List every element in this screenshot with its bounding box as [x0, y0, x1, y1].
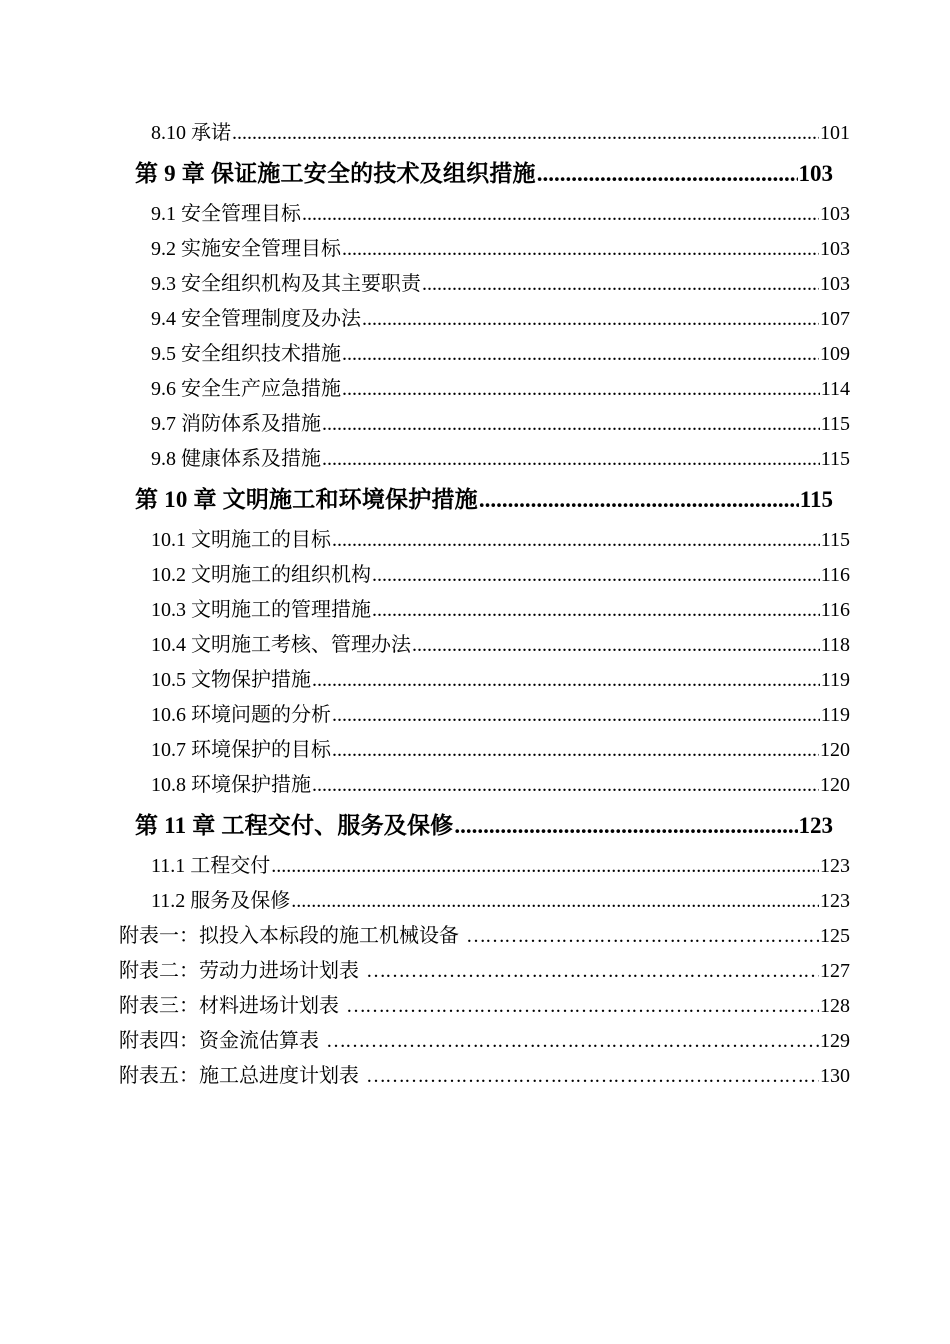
toc-chapter-10[interactable] [135, 477, 833, 523]
toc-appendix-label: 附表一：拟投入本标段的施工机械设备 [119, 925, 459, 947]
toc-entry-label: 10.1 文明施工的目标 [151, 529, 331, 551]
toc-appendix-label: 附表五：施工总进度计划表 [119, 1065, 359, 1087]
toc-page-number: 109 [820, 343, 850, 365]
toc-appendix-3[interactable] [119, 989, 850, 1024]
toc-entry-8-10[interactable] [151, 116, 850, 151]
toc-entry-9-5[interactable] [151, 337, 850, 372]
toc-page-number: 101 [820, 122, 850, 144]
toc-chapter-label: 第 9 章 保证施工安全的技术及组织措施 [135, 161, 536, 186]
toc-entry-11-1[interactable] [151, 849, 850, 884]
dot-leader [271, 849, 819, 884]
dot-leader [332, 733, 819, 768]
toc-page-number: 115 [820, 529, 850, 551]
toc-page-number: 103 [820, 238, 850, 260]
toc-entry-10-5[interactable] [151, 663, 850, 698]
toc-entry-10-2[interactable] [151, 558, 850, 593]
dot-leader [454, 803, 797, 849]
toc-entry-label: 11.1 工程交付 [151, 855, 271, 877]
ellipsis-leader [346, 989, 819, 1024]
toc-entry-11-2[interactable] [151, 884, 850, 919]
dot-leader [342, 337, 819, 372]
toc-page-number: 130 [820, 1065, 850, 1087]
toc-entry-label: 8.10 承诺 [151, 122, 231, 144]
toc-entry-label: 9.7 消防体系及措施 [151, 413, 321, 435]
toc-page-number: 115 [820, 413, 850, 435]
toc-page-number: 120 [820, 774, 850, 796]
toc-entry-9-6[interactable] [151, 372, 850, 407]
toc-page-number: 123 [820, 890, 850, 912]
toc-chapter-label: 第 11 章 工程交付、服务及保修 [135, 813, 454, 838]
toc-appendix-1[interactable] [119, 919, 850, 954]
toc-page-number: 120 [820, 739, 850, 761]
dot-leader [312, 663, 820, 698]
ellipsis-leader [326, 1024, 819, 1059]
toc-entry-label: 10.4 文明施工考核、管理办法 [151, 634, 411, 656]
toc-page-number: 103 [820, 273, 850, 295]
toc-chapter-label: 第 10 章 文明施工和环境保护措施 [135, 487, 478, 512]
dot-leader [302, 197, 819, 232]
toc-appendix-label: 附表三：材料进场计划表 [119, 995, 339, 1017]
toc-entry-label: 9.3 安全组织机构及其主要职责 [151, 273, 421, 295]
dot-leader [332, 523, 820, 558]
toc-entry-label: 10.6 环境问题的分析 [151, 704, 331, 726]
ellipsis-leader [366, 1059, 819, 1094]
dot-leader [479, 477, 799, 523]
toc-page-number: 119 [820, 704, 850, 726]
toc-appendix-label: 附表四：资金流估算表 [119, 1030, 319, 1052]
toc-entry-label: 9.2 实施安全管理目标 [151, 238, 341, 260]
toc-page-number: 128 [820, 995, 850, 1017]
toc-page-number: 103 [820, 203, 850, 225]
toc-page-number: 118 [820, 634, 850, 656]
toc-appendix-2[interactable] [119, 954, 850, 989]
dot-leader [291, 884, 819, 919]
toc-page-number: 107 [820, 308, 850, 330]
toc-page-number: 129 [820, 1030, 850, 1052]
dot-leader [322, 442, 820, 477]
toc-page-number: 116 [820, 564, 850, 586]
toc-entry-label: 9.8 健康体系及措施 [151, 448, 321, 470]
toc-page-number: 116 [820, 599, 850, 621]
dot-leader [372, 558, 820, 593]
dot-leader [537, 151, 798, 197]
dot-leader [322, 407, 820, 442]
toc-entry-label: 11.2 服务及保修 [151, 890, 291, 912]
toc-chapter-9[interactable] [135, 151, 833, 197]
dot-leader [422, 267, 819, 302]
toc-entry-10-3[interactable] [151, 593, 850, 628]
toc-page-number: 123 [798, 813, 833, 838]
toc-entry-label: 10.2 文明施工的组织机构 [151, 564, 371, 586]
toc-page-number: 115 [799, 487, 833, 512]
toc-entry-10-6[interactable] [151, 698, 850, 733]
toc-entry-9-3[interactable] [151, 267, 850, 302]
toc-entry-10-1[interactable] [151, 523, 850, 558]
toc-page-number: 127 [820, 960, 850, 982]
toc-entry-label: 10.5 文物保护措施 [151, 669, 311, 691]
toc-appendix-4[interactable] [119, 1024, 850, 1059]
dot-leader [342, 372, 820, 407]
toc-entry-9-1[interactable] [151, 197, 850, 232]
toc-page-number: 119 [820, 669, 850, 691]
toc-page-number: 115 [820, 448, 850, 470]
toc-entry-label: 9.1 安全管理目标 [151, 203, 301, 225]
toc-entry-label: 10.7 环境保护的目标 [151, 739, 331, 761]
toc-entry-label: 9.5 安全组织技术措施 [151, 343, 341, 365]
toc-page-number: 123 [820, 855, 850, 877]
toc-entry-label: 10.3 文明施工的管理措施 [151, 599, 371, 621]
ellipsis-leader [466, 919, 819, 954]
toc-appendix-label: 附表二：劳动力进场计划表 [119, 960, 359, 982]
dot-leader [312, 768, 819, 803]
dot-leader [342, 232, 819, 267]
ellipsis-leader [366, 954, 819, 989]
toc-entry-10-8[interactable] [151, 768, 850, 803]
toc-entry-label: 9.4 安全管理制度及办法 [151, 308, 361, 330]
dot-leader [412, 628, 820, 663]
toc-entry-label: 10.8 环境保护措施 [151, 774, 311, 796]
toc-chapter-11[interactable] [135, 803, 833, 849]
dot-leader [232, 116, 819, 151]
dot-leader [362, 302, 819, 337]
dot-leader [372, 593, 820, 628]
toc-page-number: 103 [798, 161, 833, 186]
toc-entry-10-4[interactable] [151, 628, 850, 663]
toc-entry-9-8[interactable] [151, 442, 850, 477]
toc-appendix-5[interactable] [119, 1059, 850, 1094]
toc-page-number: 114 [820, 378, 850, 400]
toc-page-number: 125 [820, 925, 850, 947]
toc-entry-9-4[interactable] [151, 302, 850, 337]
toc-entry-9-2[interactable] [151, 232, 850, 267]
dot-leader [332, 698, 820, 733]
table-of-contents [0, 116, 950, 1094]
toc-entry-label: 9.6 安全生产应急措施 [151, 378, 341, 400]
toc-entry-9-7[interactable] [151, 407, 850, 442]
toc-entry-10-7[interactable] [151, 733, 850, 768]
